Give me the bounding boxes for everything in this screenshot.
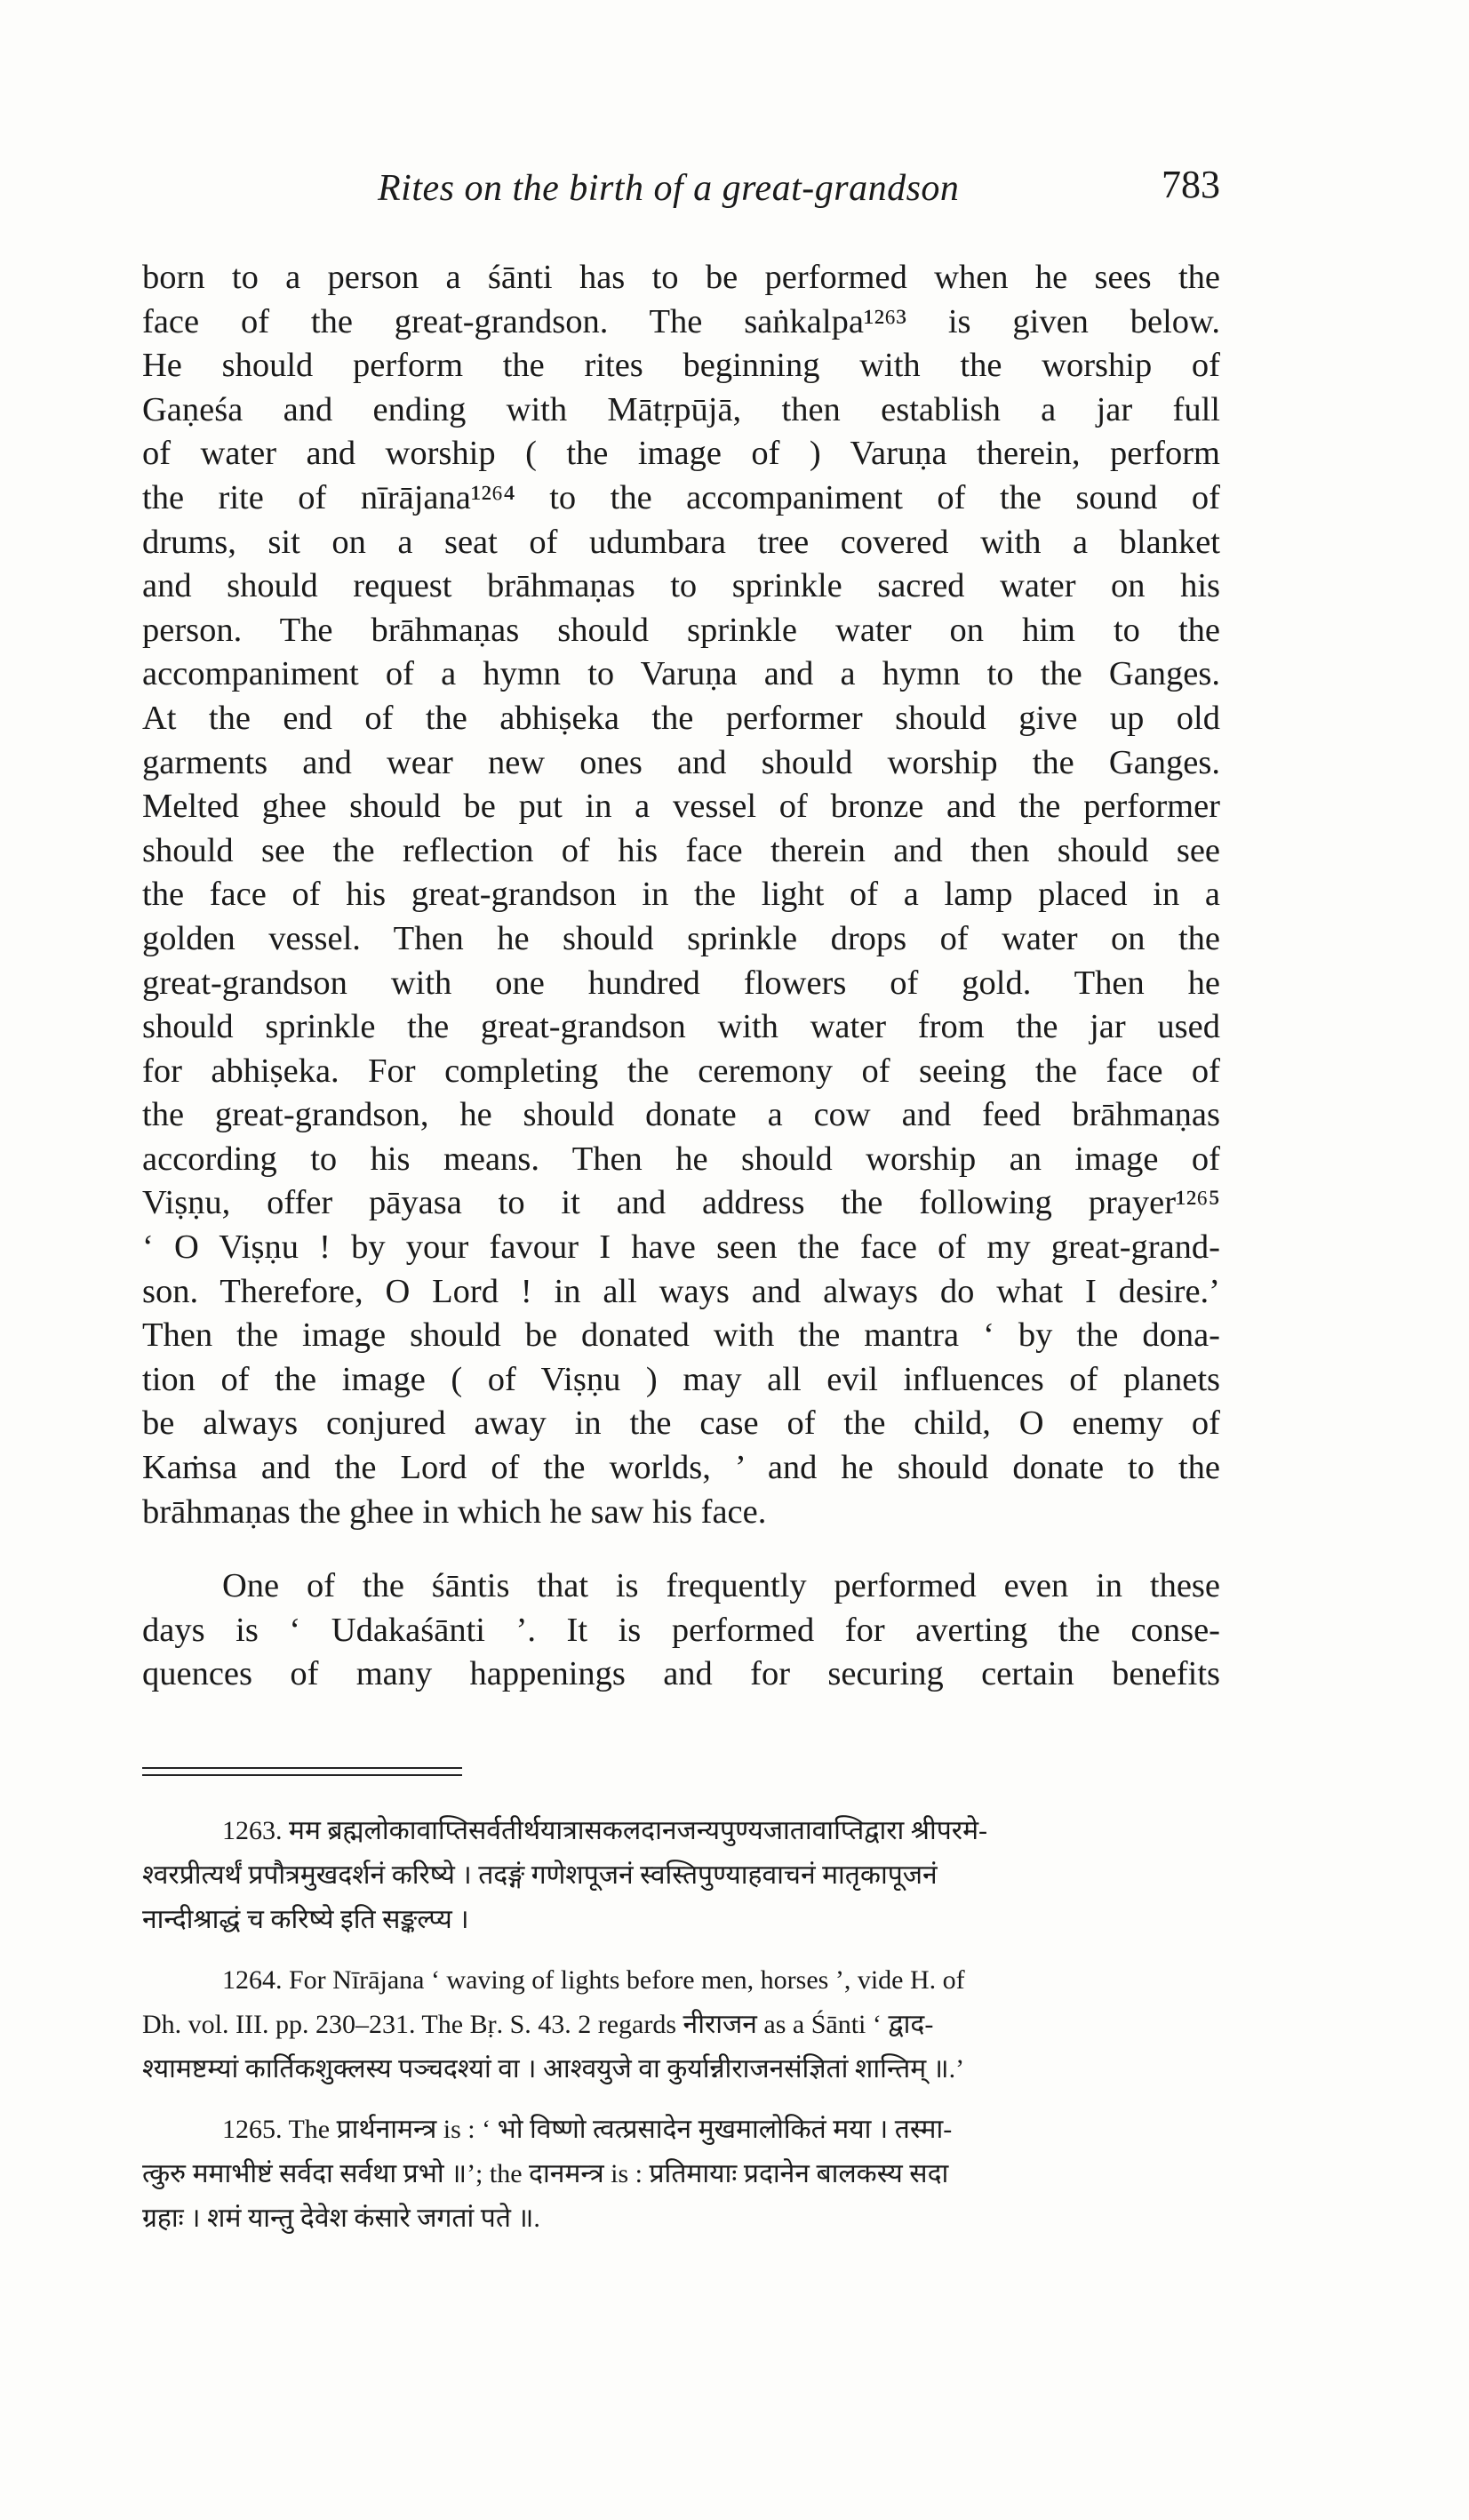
paragraph-1-line: face of the great-grandson. The saṅkalpa¹²⁶³ is given below.: [142, 302, 1220, 340]
paragraph-1-line: son. Therefore, O Lord ! in all ways and always do what I desire.’: [142, 1272, 1220, 1310]
paragraph-1-line: Melted ghee should be put in a vessel of bronze and the performer: [142, 788, 1220, 826]
paragraph-1-line: should sprinkle the great-grandson with water from the jar used: [142, 1008, 1220, 1046]
footnote-line: 1263. मम ब्रह्मलोकावाप्तिसर्वतीर्थयात्रासकलदानजन्यपुण्यजातावाप्तिद्वारा श्रीपरमे-: [222, 1816, 987, 1845]
paragraph-1-line: for abhiṣeka. For completing the ceremony of seeing the face of: [142, 1052, 1220, 1090]
body-text: [142, 256, 1220, 1697]
paragraph-1-line: should see the reflection of his face therein and then should see: [142, 831, 1220, 869]
paragraph-1-line: and should request brāhmaṇas to sprinkle sacred water on his: [142, 567, 1220, 605]
paragraph-1-line: tion of the image ( of Viṣṇu ) may all evil influences of planets: [142, 1360, 1220, 1398]
paragraph-1-line: At the end of the abhiṣeka the performer should give up old: [142, 699, 1220, 737]
paragraph-1-line: according to his means. Then he should worship an image of: [142, 1140, 1220, 1178]
paragraph-1-line: golden vessel. Then he should sprinkle drops of water on the: [142, 919, 1220, 957]
footnote-line: श्यामष्टम्यां कार्तिकशुक्लस्य पञ्चदश्यां वा । आश्वयुजे वा कुर्यान्नीराजनसंज्ञितां शान्तिम् ॥.’: [142, 2054, 965, 2084]
footnote-1265: [142, 2108, 1220, 2241]
paragraph-1-line: Kaṁsa and the Lord of the worlds, ’ and he should donate to the: [142, 1449, 1220, 1487]
footnote-separator-rule: [142, 1767, 462, 1776]
footnote-line: श्वरप्रीत्यर्थं प्रपौत्रमुखदर्शनं करिष्ये । तदङ्गं गणेशपूजनं स्वस्तिपुण्याहवाचनं मातृकापूजनं: [142, 1860, 938, 1890]
paragraph-1-line: born to a person a śānti has to be performed when he sees the: [142, 259, 1220, 296]
paragraph-1-line: Viṣṇu, offer pāyasa to it and address the following prayer¹²⁶⁵: [142, 1184, 1220, 1222]
paragraph-1-line: the great-grandson, he should donate a cow and feed brāhmaṇas: [142, 1096, 1220, 1134]
paragraph-1-line: drums, sit on a seat of udumbara tree covered with a blanket: [142, 523, 1220, 561]
footnote-line: 1264. For Nīrājana ‘ waving of lights before men, horses ’, vide H. of: [222, 1965, 965, 1995]
paragraph-1-line: of water and worship ( the image of ) Varuṇa therein, perform: [142, 435, 1220, 473]
footnotes: [142, 1809, 1220, 2257]
paragraph-2-line: One of the śāntis that is frequently performed even in these: [222, 1567, 1220, 1605]
footnote-line: नान्दीश्राद्धं च करिष्ये इति सङ्कल्प्य ।: [142, 1905, 469, 1934]
paragraph-1-line: person. The brāhmaṇas should sprinkle water on him to the: [142, 611, 1220, 649]
footnote-line: Dh. vol. III. pp. 230–231. The Bṛ. S. 43. 2 regards नीराजन as a Śānti ‘ द्वाद-: [142, 2010, 934, 2039]
paragraph-1-line: garments and wear new ones and should worship the Ganges.: [142, 743, 1220, 781]
running-title: Rites on the birth of a great-grandson: [378, 168, 960, 209]
paragraph-1-line: be always conjured away in the case of the child, O enemy of: [142, 1404, 1220, 1443]
paragraph-2-line: days is ‘ Udakaśānti ’. It is performed for averting the conse-: [142, 1611, 1220, 1649]
paragraph-1-line: ‘ O Viṣṇu ! by your favour I have seen the face of my great-grand-: [142, 1228, 1220, 1267]
paragraph-1-line: accompaniment of a hymn to Varuṇa and a hymn to the Ganges.: [142, 655, 1220, 693]
paragraph-1-line: brāhmaṇas the ghee in which he saw his face.: [142, 1492, 767, 1531]
paragraph-1-line: great-grandson with one hundred flowers of gold. Then he: [142, 964, 1220, 1002]
paragraph-2: [142, 1564, 1220, 1697]
paragraph-1-line: the rite of nīrājana¹²⁶⁴ to the accompaniment of the sound of: [142, 478, 1220, 516]
paragraph-2-line: quences of many happenings and for securing certain benefits: [142, 1655, 1220, 1693]
footnote-1264: [142, 1958, 1220, 2092]
footnote-1263: [142, 1809, 1220, 1942]
paragraph-1-line: Then the image should be donated with the mantra ‘ by the dona-: [142, 1316, 1220, 1355]
page-number: 783: [1162, 163, 1220, 206]
paragraph-1-line: the face of his great-grandson in the light of a lamp placed in a: [142, 876, 1220, 914]
paragraph-1-line: He should perform the rites beginning with the worship of: [142, 347, 1220, 385]
page-header: [142, 163, 1220, 220]
paragraph-1: [142, 256, 1220, 1534]
footnote-line: ग्रहाः । शमं यान्तु देवेश कंसारे जगतां पते ॥.: [142, 2204, 540, 2233]
footnote-line: 1265. The प्रार्थनामन्त्र is : ‘ भो विष्णो त्वत्प्रसादेन मुखमालोकितं मया । तस्मा-: [222, 2115, 953, 2144]
footnote-line: त्कुरु ममाभीष्टं सर्वदा सर्वथा प्रभो ॥’; the दानमन्त्र is : प्रतिमायाः प्रदानेन बालकस्य सदा: [142, 2159, 949, 2188]
paragraph-1-line: Gaṇeśa and ending with Mātṛpūjā, then establish a jar full: [142, 390, 1220, 428]
